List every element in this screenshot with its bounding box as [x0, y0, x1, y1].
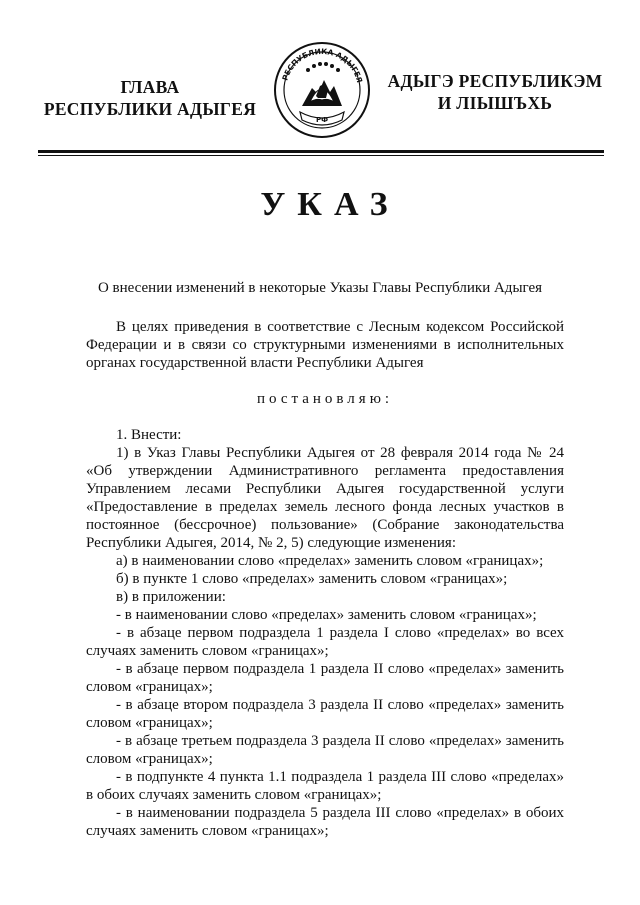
item-paragraph: в) в приложении:	[116, 589, 226, 605]
document-subject: О внесении изменений в некоторые Указы Главы Республики Адыгея	[97, 280, 543, 296]
issuer-title-adyghe-line2: И ЛІЫШЪХЬ	[437, 93, 553, 113]
item-paragraph: 1. Внести:	[116, 427, 182, 443]
item-paragraph: - в подпункте 4 пункта 1.1 подраздела 1 раздела III слово «пределах» в обоих случаях заменить словом «границах»;	[86, 769, 564, 803]
item-paragraph: 1) в Указ Главы Республики Адыгея от 28 февраля 2014 года № 24 «Об утверждении Административного регламента предоставления Управлением лесами Республики Адыгея государственной услуги «Предоставление в пределах земель лесного фонда лесных участков в постоянное (бессрочное) пользование» (Собрание законодательства Республики Адыгея, 2014, № 2, 5) следующие изменения:	[86, 445, 564, 551]
item-paragraph: - в наименовании слово «пределах» заменить словом «границах»;	[116, 607, 537, 623]
document-title: УКАЗ	[260, 186, 400, 223]
item-paragraph: - в наименовании подраздела 5 раздела III слово «пределах» в обоих случаях заменить словом «границах»;	[86, 805, 564, 839]
header-rule-thick	[38, 150, 604, 153]
coat-of-arms-icon	[272, 40, 372, 140]
issuer-title-adyghe-line1: АДЫГЭ РЕСПУБЛИКЭМ	[387, 71, 603, 91]
emblem-ring-text: РЕСПУБЛИКА АДЫГЕЯ	[280, 46, 365, 84]
item-paragraph: б) в пункте 1 слово «пределах» заменить словом «границах»;	[116, 571, 508, 587]
item-paragraph: - в абзаце третьем подраздела 3 раздела II слово «пределах» заменить словом «границах»;	[86, 733, 564, 767]
item-paragraph: - в абзаце первом подраздела 1 раздела I слово «пределах» во всех случаях заменить словом «границах»;	[86, 625, 564, 659]
issuer-title-russian	[30, 76, 270, 120]
decree-word: постановляю:	[256, 391, 394, 407]
document-body	[86, 318, 564, 840]
issuer-title-line2: РЕСПУБЛИКИ АДЫГЕЯ	[43, 99, 257, 119]
item-paragraph: а) в наименовании слово «пределах» заменить словом «границах»;	[116, 553, 544, 569]
preamble-paragraph: В целях приведения в соответствие с Лесным кодексом Российской Федерации и в связи со структурными изменениями в исполнительных органах государственной власти Республики Адыгея	[86, 319, 564, 371]
issuer-title-line1: ГЛАВА	[120, 77, 180, 97]
emblem-ribbon-text: РФ	[315, 116, 329, 124]
item-paragraph: - в абзаце втором подраздела 3 раздела II слово «пределах» заменить словом «границах»;	[86, 697, 564, 731]
issuer-title-adyghe	[385, 70, 605, 114]
header-rule-thin	[38, 155, 604, 156]
item-paragraph: - в абзаце первом подраздела 1 раздела II слово «пределах» заменить словом «границах»;	[86, 661, 564, 695]
